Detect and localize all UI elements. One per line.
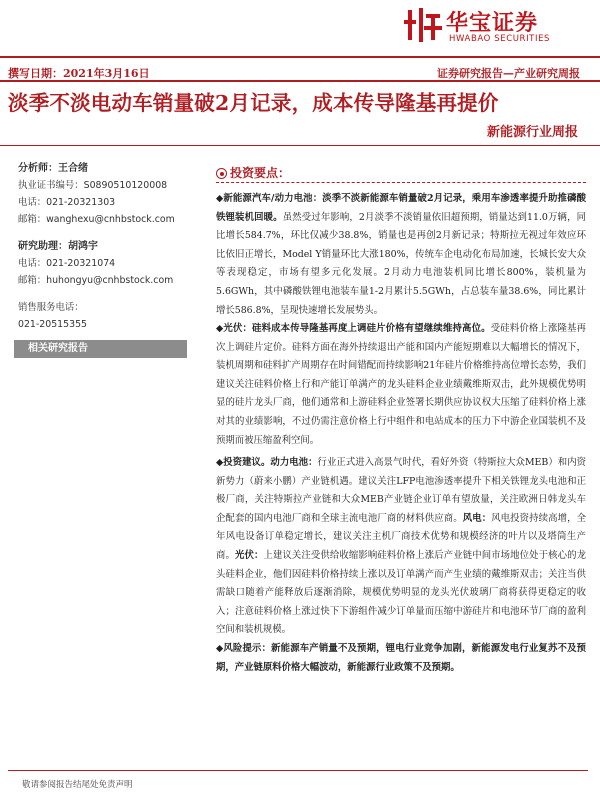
advice-battery-body: 行业正式进入高景气时代，看好外资（特斯拉大众MEB）和内资新势力（蔚来小鹏）产业链机遇。建议关注LFP电池渗透率提升下相关铁锂龙头电池和正极厂商，关注特斯拉产业链和大众MEB产业链企业订单有望放量，关注欧洲日韩龙头车企配套的国内电池厂商和全球主流电池厂商的材料供应商。: [216, 457, 586, 524]
pv-paragraph-lead: ◆光伏：硅料成本传导隆基再度上调硅片价格有望继续维持高位。: [216, 323, 491, 334]
advice-pv-lead: 光伏：: [234, 549, 264, 561]
analyst-sidebar: [18, 160, 188, 333]
advice-paragraph: [216, 454, 586, 640]
brand-logo: [402, 4, 592, 50]
footer-rule: [8, 770, 588, 771]
hwabao-logo-icon: [402, 6, 446, 44]
assistant-name: 研究助理：胡鸿宇: [18, 241, 98, 252]
advice-wind-lead: 风电：: [462, 512, 492, 524]
risk-paragraph: [216, 640, 586, 677]
header-rule: [0, 56, 600, 58]
key-points-divider: [216, 182, 586, 183]
ev-paragraph-body: 虽然受过年影响，2月淡季不淡销量依旧超预期，销量达到11.0万辆，同比增长584.7%，环比仅减少38.8%，销量也是再创2月新记录；特斯拉无视过年效应环比依旧正增长，Model Y销量环比大涨180%，传统车企电动化布局加速，长城长安大众等表现稳定，市场有望多元化发展。2月动力电池装机同比增长800%，装机量为5.6GWh，其中磷酸铁锂电池装车量1-2月累计5.5GWh，占总装车量38.6%，同比累计增长586.8%，呈现快速增长发展势头。: [216, 211, 586, 316]
key-points-heading: [216, 164, 290, 181]
analyst-cert: 执业证书编号：S0890510120008: [18, 180, 168, 191]
related-reports-header: 相关研究报告: [14, 340, 187, 358]
risk-paragraph-text: ◆风险提示：新能源车产销量不及预期，锂电行业竞争加剧，新能源发电行业复苏不及预期，产业链原料价格大幅波动，新能源行业政策不及预期。: [216, 643, 586, 673]
report-category: 证券研究报告—产业研究周报: [437, 67, 580, 80]
assistant-phone: 电话：021-20321074: [18, 258, 116, 269]
ev-paragraph: [216, 190, 586, 320]
advice-pv-body: 上建议关注受供给收缩影响硅料价格上涨后产业链中间市场地位处于核心的龙头硅料企业，他们因硅料价格持续上涨以及订单满产而产生业绩的戴维斯双击；关注当供需缺口随着产能释放后逐渐消除，规模优势明显的龙头光伏玻璃厂商将获得更稳定的收入；注意硅料价格上涨过快下下游组件减少订单量而压缩中游硅片和电池环节厂商的盈利空间和装机规模。: [216, 549, 586, 636]
brand-name-en: HWABAO SECURITIES: [449, 34, 551, 44]
sales-phone: 021-20515355: [18, 319, 87, 330]
analyst-email[interactable]: 邮箱：wanghexu@cnhbstock.com: [18, 214, 175, 225]
sales-label: 销售服务电话：: [18, 302, 84, 313]
advice-wind-body: 风电投资持续高增，全年风电设备订单稳定增长，建议关注主机厂商技术优势和规模经济的叶片以及塔筒生产商。: [216, 512, 586, 561]
disclaimer-footer: 敬请参阅报告结尾处免责声明: [22, 780, 133, 790]
ev-paragraph-lead: ◆新能源汽车/动力电池：淡季不淡新能源车销量破2月记录，乘用车渗透率提升助推磷酸铁锂装机回暖。: [216, 193, 586, 223]
brand-name-cn: 华宝证券: [446, 11, 539, 36]
analyst-phone: 电话：021-20321303: [18, 197, 116, 208]
target-icon: [216, 168, 227, 179]
analyst-name: 分析师：王合绪: [18, 163, 88, 174]
page-subtitle: 新能源行业周报: [486, 125, 578, 140]
pv-paragraph: [216, 320, 586, 450]
assistant-email[interactable]: 邮箱：huhongyu@cnhbstock.com: [18, 275, 174, 286]
page-title: 淡季不淡电动车销量破2月记录，成本传导隆基再提价: [8, 91, 499, 115]
header-rule-2: [0, 80, 600, 82]
title-rule: [0, 145, 600, 146]
advice-lead: ◆投资建议。动力电池：: [216, 457, 318, 468]
key-points-label: 投资要点：: [230, 166, 291, 180]
report-date: 撰写日期：2021年3月16日: [8, 67, 150, 80]
pv-paragraph-body: 受硅料价格上涨隆基再次上调硅片定价。硅料方面在海外持续退出产能和国内产能短期难以大幅增长的情况下，装机周期和硅料扩产周期存在时间错配而持续影响21年硅片价格维持高位增长态势，我们建议关注硅料价格上行和产能订单满产的龙头硅料企业业绩戴维斯双击，此外规模优势明显的硅片龙头厂商，他们通常和上游硅料企业签署长期供应协议权大压缩了硅料价格上涨对其的业绩影响，不过仍需注意价格上行中组件和电站成本的压力下中游企业国装机不及预期而被压缩盈利空间。: [216, 323, 586, 446]
